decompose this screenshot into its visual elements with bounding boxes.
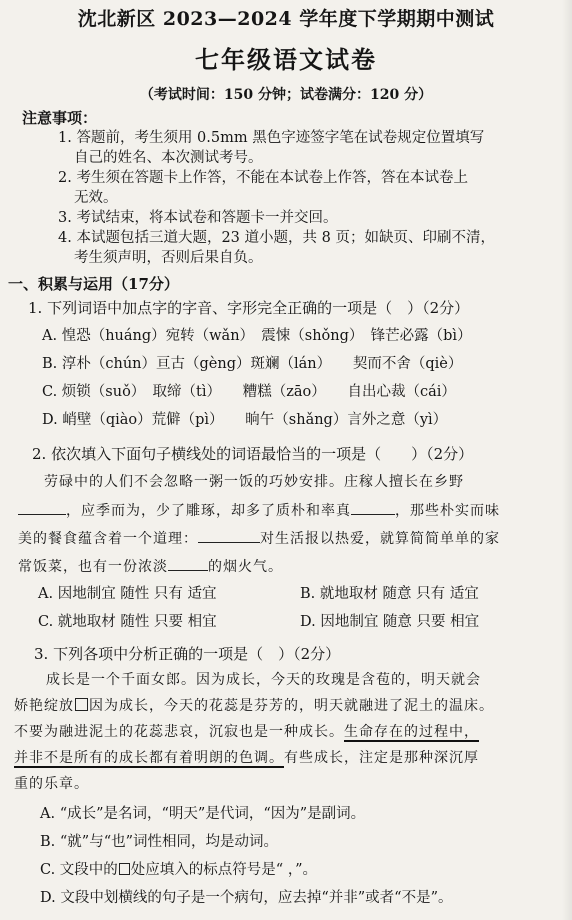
- exam-info: （考试时间：150 分钟；试卷满分：120 分）: [139, 87, 433, 103]
- note-4a: 4. 本试题包括三道大题，23 道小题，共 8 页；如缺页、印刷不清，: [58, 230, 495, 246]
- q3-passage-4: 并非不是所有的成长都有着明朗的色调。有些成长，注定是那种深沉厚: [14, 750, 479, 766]
- q2-blank-3: [198, 528, 260, 543]
- q2-passage-4: 常饭菜，也有一份浓淡 的烟火气。: [18, 556, 283, 577]
- q3-option-d: D. 文段中划横线的句子是一个病句，应去掉“并非”或者“不是”。: [40, 890, 453, 906]
- q3-underlined-2: 并非不是所有的成长都有着明朗的色调。: [14, 750, 284, 766]
- q3-passage-3: 不要为融进泥土的花蕊悲哀，沉寂也是一种成长。生命存在的过程中，: [14, 724, 479, 740]
- note-1b: 自己的姓名、本次测试考号。: [74, 150, 263, 166]
- q2-option-b: B. 就地取材 随意 只有 适宜: [300, 586, 479, 602]
- q3-option-c-box: [119, 863, 130, 875]
- q1-option-b: B. 淳朴（chún）亘古（gèng）斑斓（lán） 契而不舍（qiè）: [42, 356, 463, 372]
- exam-title: 沈北新区 2023—2024 学年度下学期期中测试: [77, 8, 495, 30]
- q2-passage-2: ，应季而为，少了雕琢，却多了质朴和率真 ，那些朴实而味: [18, 500, 500, 521]
- q2-blank-4: [168, 556, 208, 571]
- notes-heading: 注意事项：: [22, 109, 98, 127]
- q2-passage-3: 美的餐食蕴含着一个道理： 对生活报以热爱，就算简简单单的家: [18, 528, 500, 549]
- note-2a: 2. 考生须在答题卡上作答，不能在本试卷上作答，答在本试卷上: [58, 170, 468, 186]
- q3-blank-box: [75, 698, 88, 711]
- q3-underlined-1: 生命存在的过程中，: [344, 724, 479, 740]
- q2-stem: 2. 依次填入下面句子横线处的词语最恰当的一项是（ ）（2分）: [32, 445, 474, 463]
- note-3: 3. 考试结束，将本试卷和答题卡一并交回。: [58, 210, 338, 226]
- paper-title: 七年级语文试卷: [195, 45, 377, 74]
- q3-passage-5: 重的乐章。: [14, 776, 89, 792]
- q1-option-c: C. 烦锁（suǒ） 取缔（tì） 糟糕（zāo） 自出心裁（cái）: [42, 384, 456, 400]
- q2-option-a: A. 因地制宜 随性 只有 适宜: [38, 586, 217, 602]
- q3-passage-1: 成长是一个千面女郎。因为成长，今天的玫瑰是含苞的，明天就会: [46, 672, 481, 688]
- note-4b: 考生须声明，否则后果自负。: [74, 250, 263, 266]
- q2-option-d: D. 因地制宜 随意 只要 相宜: [300, 614, 480, 630]
- q2-passage-1: 劳碌中的人们不会忽略一粥一饭的巧妙安排。庄稼人擅长在乡野: [44, 474, 464, 490]
- q1-option-a: A. 惶恐（huáng）宛转（wǎn） 震悚（shǒng） 锋芒必露（bì）: [42, 328, 472, 344]
- q3-option-a: A. “成长”是名词，“明天”是代词，“因为”是副词。: [40, 806, 366, 822]
- q2-option-c: C. 就地取材 随性 只要 相宜: [38, 614, 217, 630]
- page-edge-shadow: [562, 0, 572, 920]
- note-2b: 无效。: [74, 190, 118, 206]
- q2-blank-2: [351, 500, 395, 515]
- q3-option-c: C. 文段中的 处应填入的标点符号是“ ，”。: [40, 862, 317, 878]
- q1-stem: 1. 下列词语中加点字的字音、字形完全正确的一项是（ ）（2分）: [28, 299, 470, 317]
- q3-passage-2: 娇艳绽放 因为成长，今天的花蕊是芬芳的，明天就融进了泥土的温床。: [14, 698, 494, 714]
- section1-heading: 一、积累与运用（17分）: [8, 275, 179, 293]
- q1-option-d: D. 峭壁（qiào）荒僻（pì） 晌午（shǎng）言外之意（yì）: [42, 412, 448, 428]
- q2-blank-1: [18, 500, 66, 515]
- note-1a: 1. 答题前，考生须用 0.5mm 黑色字迹签字笔在试卷规定位置填写: [58, 130, 485, 146]
- q3-stem: 3. 下列各项中分析正确的一项是（ ）（2分）: [34, 645, 341, 663]
- q3-option-b: B. “就”与“也”词性相同，均是动词。: [40, 834, 279, 850]
